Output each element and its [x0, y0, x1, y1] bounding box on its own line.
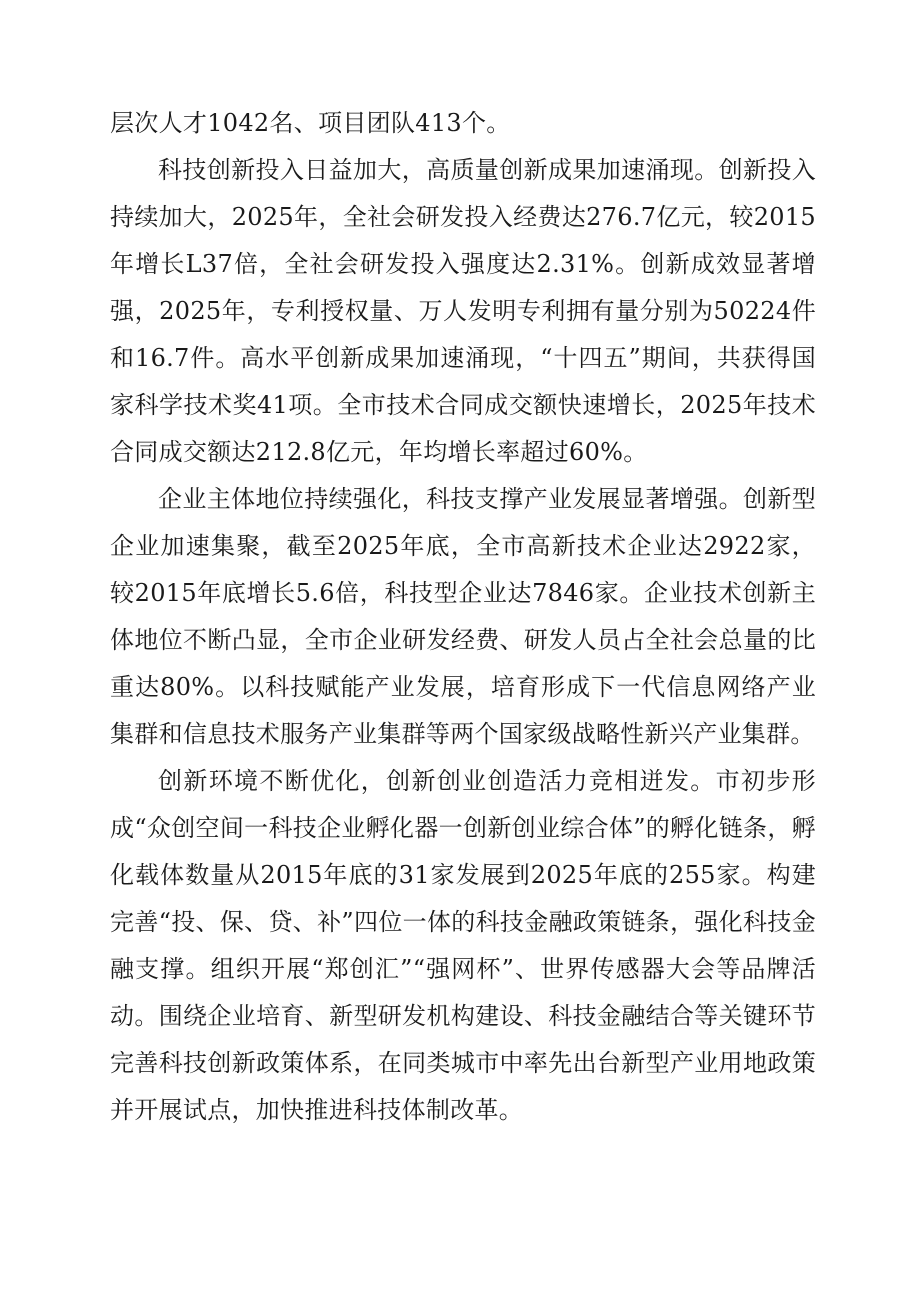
paragraph-4: 创新环境不断优化，创新创业创造活力竞相迸发。市初步形成“众创空间一科技企业孵化器一创新创业综合体”的孵化链条，孵化载体数量从2015年底的31家发展到2025年底的255家。构建完善“投、保、贷、补”四位一体的科技金融政策链条，强化科技金融支撑。组织开展“郑创汇”“强网杯”、世界传感器大会等品牌活动。围绕企业培育、新型研发机构建设、科技金融结合等关键环节完善科技创新政策体系，在同类城市中率先出台新型产业用地政策并开展试点，加快推进科技体制改革。 — [110, 767, 816, 1124]
paragraph-1: 层次人才1042名、项目团队413个。 — [110, 109, 511, 137]
paragraph-2: 科技创新投入日益加大，高质量创新成果加速涌现。创新投入持续加大，2025年，全社会研发投入经费达276.7亿元，较2015年增长L37倍，全社会研发投入强度达2.31%。创新成效显著增强，2025年，专利授权量、万人发明专利拥有量分别为50224件和16.7件。高水平创新成果加速涌现，“十四五”期间，共获得国家科学技术奖41项。全市技术合同成交额快速增长，2025年技术合同成交额达212.8亿元，年均增长率超过60%。 — [110, 156, 816, 466]
paragraph-3: 企业主体地位持续强化，科技支撑产业发展显著增强。创新型企业加速集聚，截至2025年底，全市高新技术企业达2922家，较2015年底增长5.6倍，科技型企业达7846家。企业技术创新主体地位不断凸显，全市企业研发经费、研发人员占全社会总量的比重达80%。以科技赋能产业发展，培育形成下一代信息网络产业集群和信息技术服务产业集群等两个国家级战略性新兴产业集群。 — [110, 485, 816, 748]
document-body — [110, 100, 816, 1134]
